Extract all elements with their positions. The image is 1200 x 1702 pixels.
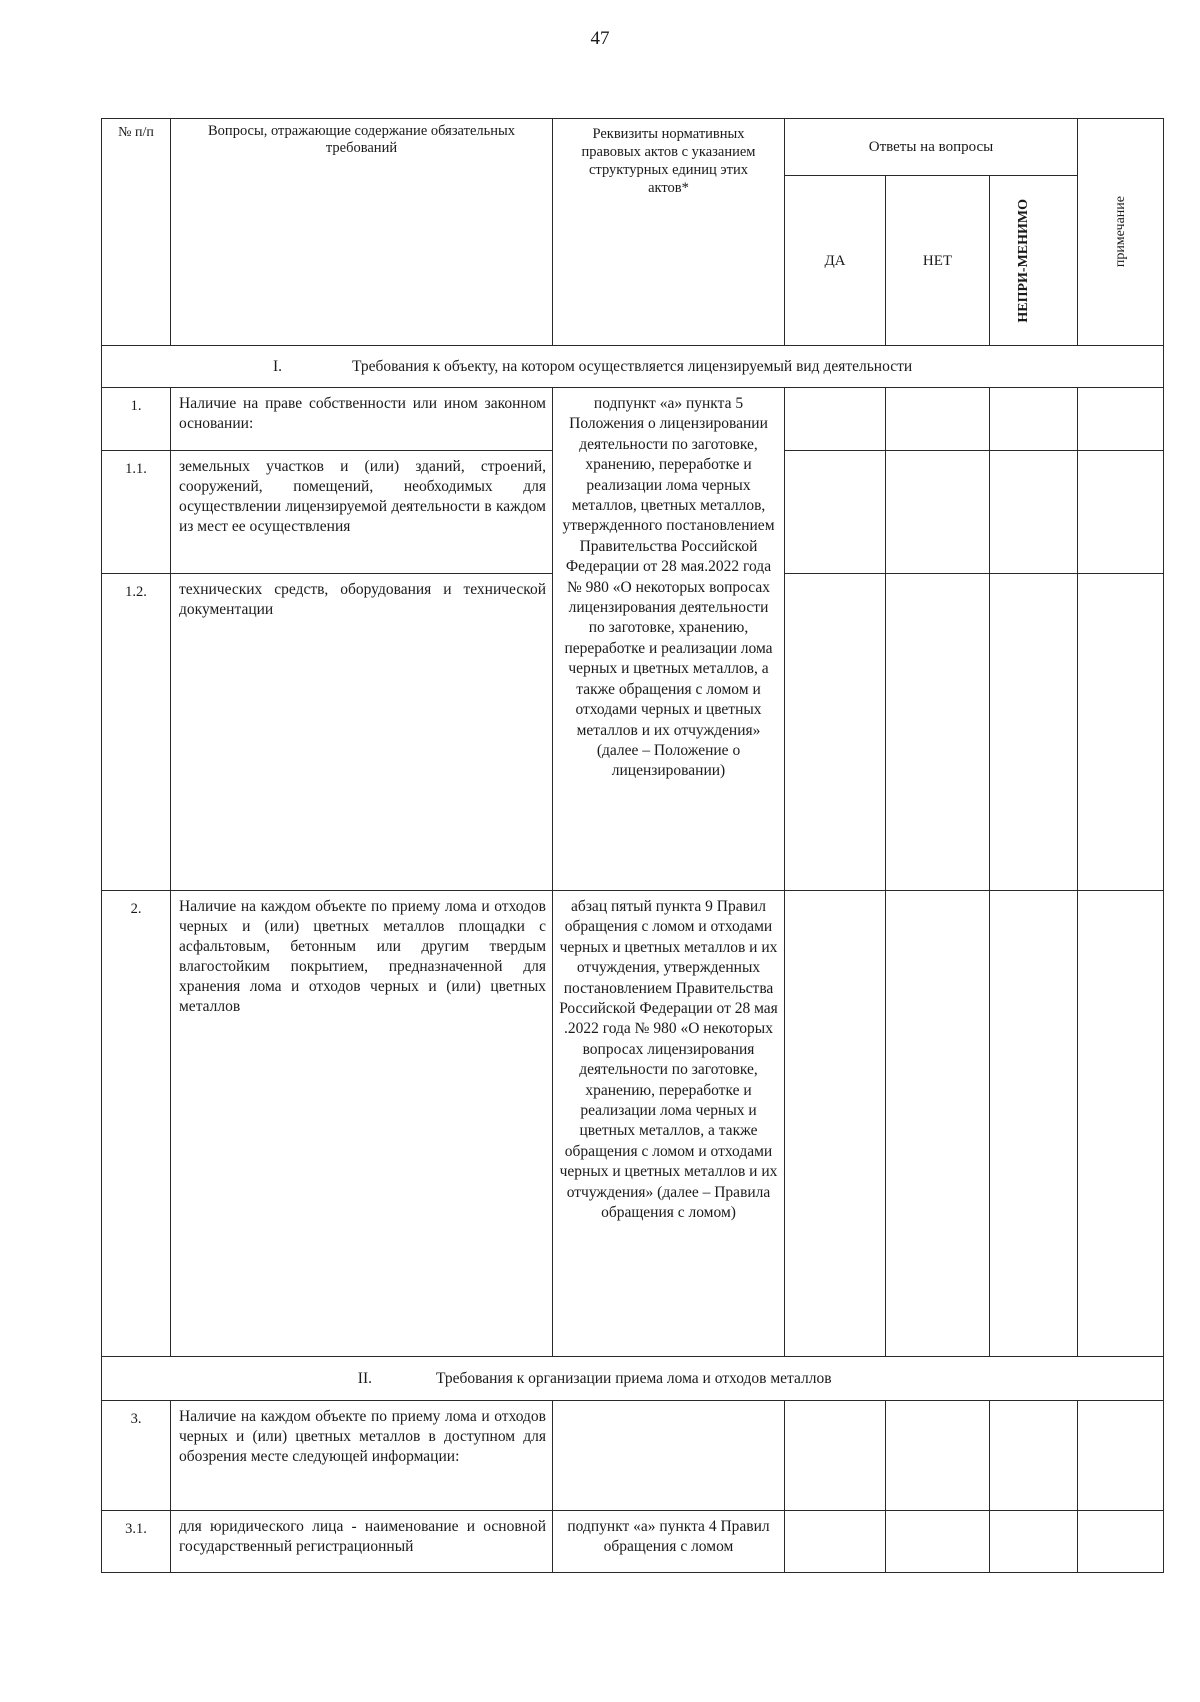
row-number: 3.1. [102, 1511, 171, 1573]
answer-na-cell[interactable] [990, 388, 1078, 451]
header-no: НЕТ [886, 176, 990, 346]
section-title: Требования к организации приема лома и отходов металлов [436, 1369, 832, 1387]
reference-text: подпункт «а» пункта 4 Правил обращения с ломом [567, 1518, 770, 1555]
note-cell[interactable] [1078, 1511, 1164, 1573]
answer-no-cell[interactable] [886, 891, 990, 1357]
header-reference [553, 119, 785, 346]
note-cell[interactable] [1078, 891, 1164, 1357]
answer-na-cell[interactable] [990, 451, 1078, 574]
answer-no-cell[interactable] [886, 388, 990, 451]
row-number: 3. [102, 1401, 171, 1511]
answer-no-cell[interactable] [886, 1401, 990, 1511]
question-text: технических средств, оборудования и технической документации [171, 574, 553, 891]
reference-text: подпункт «а» пункта 5 Положения о лицензировании деятельности по заготовке, хранению, переработке и реализации лома черных металлов, цветных металлов, утвержденного постановлением Правительства Российской Федерации от 28 мая.2022 года № 980 «О некоторых вопросах лицензирования деятельности по заготовке, хранению, переработке и реализации лома черных и цветных металлов, а также обращения с ломом и отходами черных и цветных металлов и их отчуждения» (далее – Положение о лицензировании) [562, 395, 775, 780]
answer-no-cell[interactable] [886, 451, 990, 574]
reference-cell [553, 388, 785, 891]
answer-yes-cell[interactable] [785, 451, 886, 574]
header-reference-text: Реквизиты нормативных правовых актов с указанием структурных единиц этих актов* [581, 126, 756, 196]
row-number: 2. [102, 891, 171, 1357]
question-text: Наличие на каждом объекте по приему лома и отходов черных и (или) цветных металлов площадки с асфальтовым, бетонным или другим твердым влагостойким покрытием, предназначенной для хранения лома и отходов черных и (или) цветных металлов [171, 891, 553, 1357]
row-number: 1.2. [102, 574, 171, 891]
question-text: земельных участков и (или) зданий, строений, сооружений, помещений, необходимых для осуществлении лицензируемой деятельности в каждом из мест ее осуществления [171, 451, 553, 574]
answer-yes-cell[interactable] [785, 388, 886, 451]
answer-no-cell[interactable] [886, 574, 990, 891]
row-number: 1.1. [102, 451, 171, 574]
header-question-text: Вопросы, отражающие содержание обязательных требований [208, 123, 515, 156]
header-not-applicable [990, 176, 1078, 346]
row-number: 1. [102, 388, 171, 451]
header-note [1078, 119, 1164, 346]
answer-yes-cell[interactable] [785, 1511, 886, 1573]
answer-na-cell[interactable] [990, 1401, 1078, 1511]
header-note-text: примечание [1112, 196, 1128, 268]
answer-na-cell[interactable] [990, 1511, 1078, 1573]
reference-cell [553, 1401, 785, 1511]
note-cell[interactable] [1078, 574, 1164, 891]
header-not-applicable-text: НЕПРИ-МЕНИМО [1015, 198, 1031, 323]
note-cell[interactable] [1078, 388, 1164, 451]
section-number: I. [272, 357, 282, 375]
header-question [171, 119, 553, 346]
header-yes: ДА [785, 176, 886, 346]
section-header [102, 346, 1164, 388]
checklist-table [101, 118, 1164, 1573]
section-number: II. [357, 1369, 372, 1387]
header-num: № п/п [102, 119, 171, 346]
section-title: Требования к объекту, на котором осуществляется лицензируемый вид деятельности [352, 357, 913, 375]
answer-yes-cell[interactable] [785, 574, 886, 891]
note-cell[interactable] [1078, 1401, 1164, 1511]
reference-text: абзац пятый пункта 9 Правил обращения с ломом и отходами черных и цветных металлов и их отчуждения, утвержденных постановлением Правительства Российской Федерации от 28 мая .2022 года № 980 «О некоторых вопросах лицензирования деятельности по заготовке, хранению, переработке и реализации лома черных и цветных металлов, а также обращения с ломом и отходами черных и цветных металлов и их отчуждения» (далее – Правила обращения с ломом) [559, 898, 778, 1222]
answer-no-cell[interactable] [886, 1511, 990, 1573]
question-text: Наличие на каждом объекте по приему лома и отходов черных и (или) цветных металлов в доступном для обозрения месте следующей информации: [171, 1401, 553, 1511]
question-text: для юридического лица - наименование и основной государственный регистрационный [171, 1511, 553, 1573]
note-cell[interactable] [1078, 451, 1164, 574]
page-number: 47 [590, 28, 610, 49]
answer-yes-cell[interactable] [785, 1401, 886, 1511]
header-answers: Ответы на вопросы [785, 119, 1078, 176]
question-text: Наличие на праве собственности или ином законном основании: [171, 388, 553, 451]
answer-na-cell[interactable] [990, 574, 1078, 891]
reference-cell [553, 1511, 785, 1573]
answer-na-cell[interactable] [990, 891, 1078, 1357]
reference-cell [553, 891, 785, 1357]
section-header [102, 1357, 1164, 1401]
answer-yes-cell[interactable] [785, 891, 886, 1357]
